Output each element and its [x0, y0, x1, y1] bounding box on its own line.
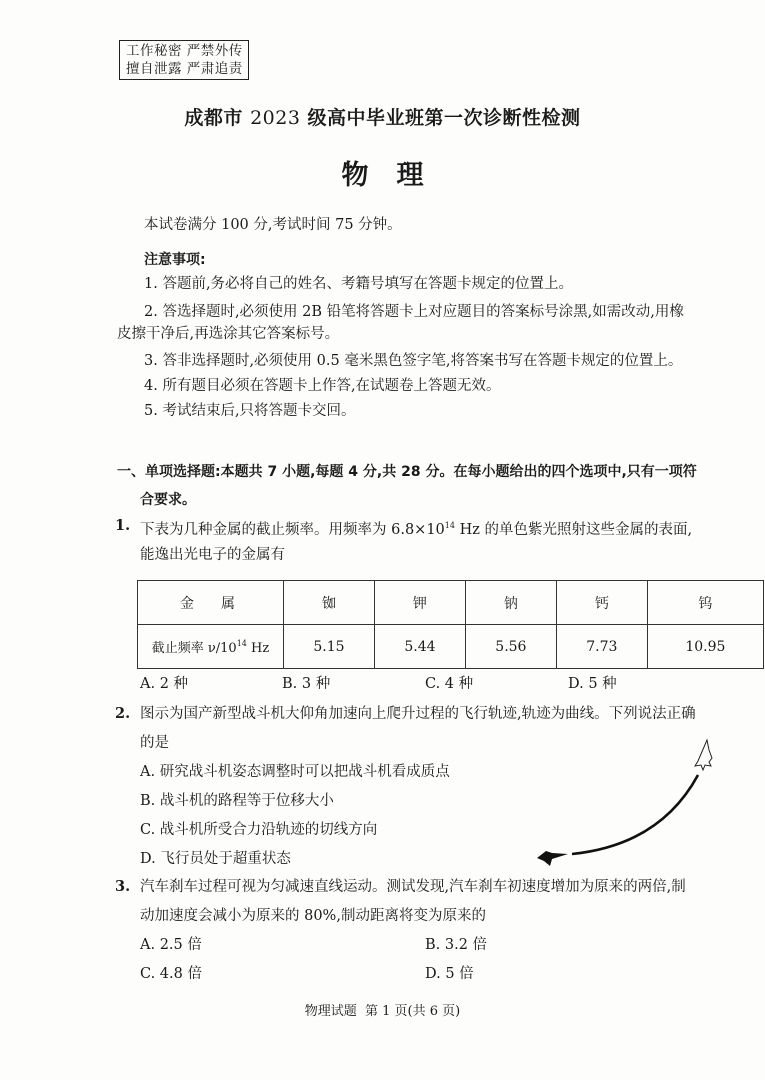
q2-stem-line-2: 的是: [140, 735, 169, 751]
q1-option-a: A. 2 种: [140, 676, 189, 692]
notice-item-2-cont: 皮擦干净后,再选涂其它答案标号。: [117, 326, 340, 342]
stamp-line-2: 擅自泄露 严肃追责: [126, 61, 243, 77]
fighter-trajectory-figure: [520, 725, 750, 875]
q3-option-b: B. 3.2 倍: [425, 937, 488, 953]
confidential-stamp: [119, 40, 249, 80]
q2-stem-line-1: 图示为国产新型战斗机大仰角加速向上爬升过程的飞行轨迹,轨迹为曲线。下列说法正确: [140, 706, 696, 722]
q1-option-d: D. 5 种: [568, 676, 617, 692]
q3-number: 3.: [115, 878, 131, 895]
q1-stem-part-b: Hz 的单色紫光照射这些金属的表面,: [454, 522, 693, 538]
row-label-part-a: 截止频率 ν/10: [151, 641, 237, 656]
q1-number: 1.: [115, 517, 131, 534]
q1-stem-line-2: 能逸出光电子的金属有: [140, 547, 285, 563]
value-cell: 10.95: [647, 625, 763, 669]
row-label-exponent: 14: [236, 639, 247, 648]
section-heading: 一、单项选择题:本题共 7 小题,每题 4 分,共 28 分。在每小题给出的四个选项中,只有一项符: [117, 464, 697, 480]
page-footer: 物理试题 第 1 页(共 6 页): [304, 1004, 461, 1019]
title-year: 2023: [250, 107, 301, 129]
q2-option-a: A. 研究战斗机姿态调整时可以把战斗机看成质点: [140, 764, 450, 780]
q3-option-c: C. 4.8 倍: [140, 966, 202, 982]
stamp-line-1: 工作秘密 严禁外传: [126, 43, 243, 59]
q3-option-d: D. 5 倍: [425, 966, 474, 982]
q2-option-c: C. 战斗机所受合力沿轨迹的切线方向: [140, 822, 378, 838]
metal-cell: 铷: [284, 581, 375, 625]
q3-stem-line-2: 动加速度会减小为原来的 80%,制动距离将变为原来的: [140, 908, 486, 924]
q1-stem-line-1: [140, 516, 692, 540]
title-suffix: 级高中毕业班第一次诊断性检测: [307, 107, 581, 129]
exam-title: [0, 103, 765, 130]
q1-option-c: C. 4 种: [425, 676, 474, 692]
table-row: [138, 625, 764, 669]
table-row: [138, 581, 764, 625]
q1-stem-part-a: 下表为几种金属的截止频率。用频率为 6.8×10: [140, 522, 445, 538]
title-prefix: 成都市: [184, 107, 243, 129]
fighter-jet-start-icon: [537, 851, 568, 866]
notice-item-5: 5. 考试结束后,只将答题卡交回。: [144, 403, 356, 419]
notice-item-1: 1. 答题前,务必将自己的姓名、考籍号填写在答题卡规定的位置上。: [144, 276, 574, 292]
fighter-jet-end-icon: [695, 740, 712, 770]
table-row-label: [138, 625, 284, 669]
metal-cell: 钠: [465, 581, 556, 625]
q1-option-b: B. 3 种: [282, 676, 331, 692]
metal-cell: 钨: [647, 581, 763, 625]
notice-item-3: 3. 答非选择题时,必须使用 0.5 毫米黑色签字笔,将答案书写在答题卡规定的位置上。: [144, 353, 683, 369]
value-cell: 5.15: [284, 625, 375, 669]
notice-item-2: 2. 答选择题时,必须使用 2B 铅笔将答题卡上对应题目的答案标号涂黑,如需改动,用橡: [144, 304, 684, 320]
exam-intro: 本试卷满分 100 分,考试时间 75 分钟。: [144, 217, 402, 233]
value-cell: 5.44: [374, 625, 465, 669]
q2-number: 2.: [115, 705, 131, 722]
q3-stem-line-1: 汽车刹车过程可视为匀减速直线运动。测试发现,汽车刹车初速度增加为原来的两倍,制: [140, 879, 686, 895]
value-cell: 5.56: [465, 625, 556, 669]
trajectory-curve: [572, 775, 698, 854]
q3-option-a: A. 2.5 倍: [140, 937, 202, 953]
metal-cell: 钾: [374, 581, 465, 625]
notice-heading: 注意事项:: [144, 252, 206, 268]
q1-exponent: 14: [444, 521, 455, 530]
cutoff-frequency-table: [137, 580, 764, 669]
notice-item-4: 4. 所有题目必须在答题卡上作答,在试题卷上答题无效。: [144, 378, 501, 394]
q2-option-d: D. 飞行员处于超重状态: [140, 851, 291, 867]
metal-cell: 钙: [556, 581, 647, 625]
table-header-label: 金 属: [138, 581, 284, 625]
row-label-part-b: Hz: [246, 641, 270, 656]
subject-title: 物理: [341, 160, 452, 191]
value-cell: 7.73: [556, 625, 647, 669]
q2-option-b: B. 战斗机的路程等于位移大小: [140, 793, 334, 809]
section-heading-cont: 合要求。: [140, 492, 196, 508]
